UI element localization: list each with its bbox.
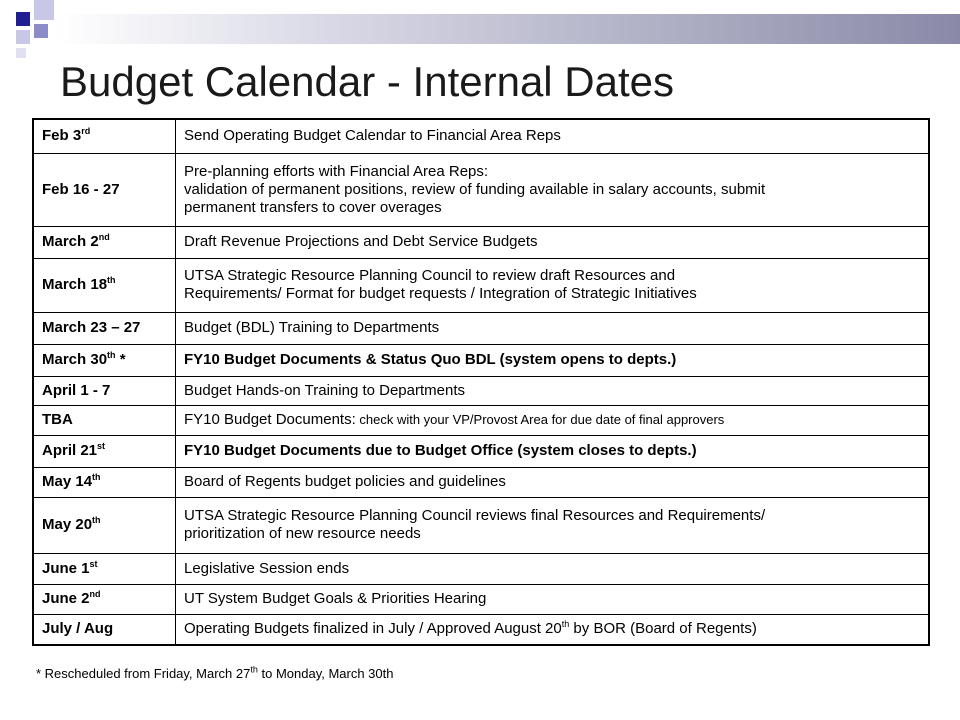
activity-text: Operating Budgets finalized in July / Approved August 20: [184, 620, 562, 638]
date-asterisk: *: [115, 351, 126, 368]
date-text: March 23 – 27: [42, 319, 141, 336]
activity-cell: FY10 Budget Documents & Status Quo BDL (system opens to depts.): [176, 344, 930, 376]
date-suffix: rd: [81, 126, 91, 137]
activity-cell: [176, 497, 930, 553]
decor-square: [16, 12, 30, 26]
activity-cell: Board of Regents budget policies and guidelines: [176, 467, 930, 497]
activity-cell: [176, 258, 930, 312]
date-text: July / Aug: [42, 620, 114, 638]
table-row: [33, 467, 929, 497]
table-row: [33, 376, 929, 405]
activity-cell: Send Operating Budget Calendar to Financial Area Reps: [176, 119, 930, 153]
table-row: [33, 344, 929, 376]
footnote: [36, 666, 393, 681]
footnote-text: to Monday, March 30th: [257, 666, 394, 681]
table-row: [33, 405, 929, 435]
date-cell: [33, 312, 176, 344]
activity-cell: UT System Budget Goals & Priorities Hearing: [176, 584, 930, 614]
date-text: TBA: [42, 411, 73, 428]
date-text: Feb 3: [42, 127, 82, 145]
date-cell: [33, 553, 176, 584]
activity-cell: Budget (BDL) Training to Departments: [176, 312, 930, 344]
date-cell: [33, 119, 176, 153]
activity-suffix: th: [561, 619, 570, 630]
date-cell: [33, 344, 176, 376]
date-suffix: th: [92, 472, 101, 482]
table-row: [33, 614, 929, 645]
footnote-suffix: th: [250, 664, 258, 675]
date-cell: [33, 258, 176, 312]
activity-cell: [176, 153, 930, 226]
date-suffix: th: [107, 275, 116, 285]
activity-line: Requirements/ Format for budget requests / Integration of Strategic Initiatives: [184, 285, 697, 302]
table-row: [33, 119, 929, 153]
decor-square: [16, 48, 26, 58]
activity-cell: [176, 405, 930, 435]
activity-line: permanent transfers to cover overages: [184, 198, 442, 216]
date-text: Feb 16 - 27: [42, 180, 120, 198]
date-cell: [33, 435, 176, 467]
decor-square: [34, 0, 54, 20]
table-row: [33, 153, 929, 226]
date-text: March 30: [42, 351, 108, 368]
date-cell: [33, 226, 176, 258]
header-gradient-bar: [56, 14, 960, 44]
date-suffix: st: [97, 441, 106, 451]
activity-line: Pre-planning efforts with Financial Area Reps:: [184, 162, 489, 180]
date-cell: [33, 497, 176, 553]
activity-line: validation of permanent positions, review of funding available in salary accounts, submit: [184, 180, 766, 198]
table-row: [33, 258, 929, 312]
date-text: May 14: [42, 473, 93, 490]
date-cell: [33, 376, 176, 405]
date-text: June 1: [42, 559, 90, 577]
footnote-text: * Rescheduled from Friday, March 27: [36, 666, 251, 681]
activity-note: check with your VP/Provost Area for due date of final approvers: [355, 412, 725, 427]
date-suffix: th: [92, 515, 101, 525]
table-row: [33, 497, 929, 553]
activity-line: UTSA Strategic Resource Planning Council to review draft Resources and: [184, 267, 676, 284]
date-suffix: nd: [98, 232, 110, 242]
table-row: [33, 435, 929, 467]
activity-cell: [176, 614, 930, 645]
date-text: March 18: [42, 276, 108, 293]
activity-cell: FY10 Budget Documents due to Budget Office (system closes to depts.): [176, 435, 930, 467]
date-cell: [33, 614, 176, 645]
date-text: April 1 - 7: [42, 381, 111, 399]
table-row: [33, 312, 929, 344]
date-cell: [33, 405, 176, 435]
date-text: June 2: [42, 590, 90, 607]
date-suffix: th: [107, 350, 116, 360]
activity-line: UTSA Strategic Resource Planning Council reviews final Resources and Requirements/: [184, 507, 766, 524]
date-suffix: nd: [89, 589, 101, 599]
decor-square: [16, 30, 30, 44]
date-suffix: st: [89, 558, 98, 569]
activity-cell: Budget Hands-on Training to Departments: [176, 376, 930, 405]
date-text: April 21: [42, 442, 98, 459]
table-row: [33, 584, 929, 614]
activity-text: by BOR (Board of Regents): [569, 620, 757, 638]
activity-cell: Draft Revenue Projections and Debt Service Budgets: [176, 226, 930, 258]
date-cell: [33, 153, 176, 226]
date-cell: [33, 584, 176, 614]
activity-line: prioritization of new resource needs: [184, 525, 421, 542]
date-text: May 20: [42, 516, 93, 533]
table-row: [33, 553, 929, 584]
date-cell: [33, 467, 176, 497]
date-text: March 2: [42, 233, 99, 250]
page-title: Budget Calendar - Internal Dates: [60, 58, 675, 105]
budget-calendar-table: [32, 118, 930, 646]
activity-text: FY10 Budget Documents:: [184, 411, 356, 428]
table-row: [33, 226, 929, 258]
decor-square: [34, 24, 48, 38]
activity-cell: Legislative Session ends: [176, 553, 930, 584]
